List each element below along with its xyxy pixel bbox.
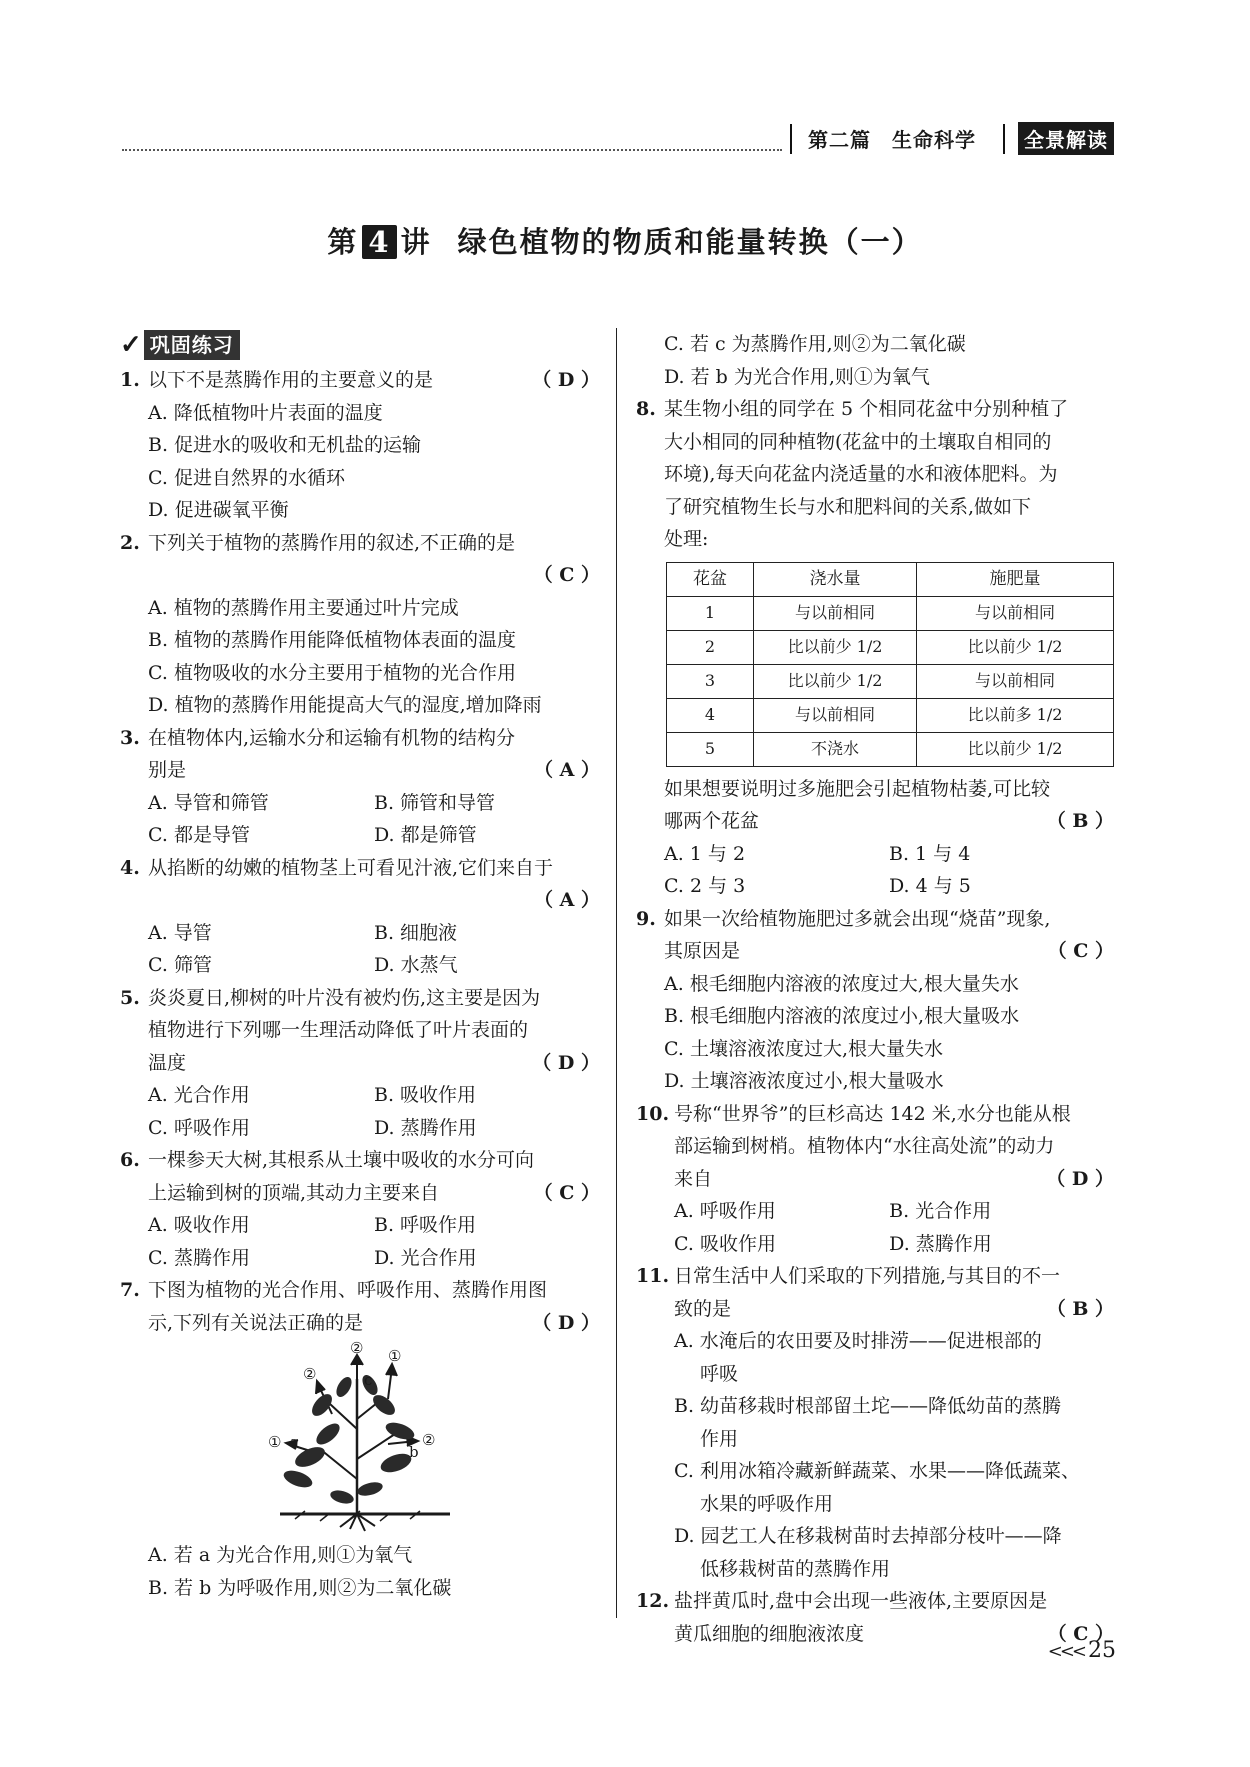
- diagram-label: ②: [350, 1339, 364, 1357]
- option: C. 吸收作用: [674, 1232, 776, 1255]
- option: A. 降低植物叶片表面的温度: [148, 401, 383, 424]
- answer: （ C ）: [1047, 940, 1114, 962]
- header-dotted-rule: [122, 149, 782, 151]
- question-stem: 黄瓜细胞的细胞液浓度: [674, 1622, 865, 1645]
- page-footer: [1048, 1638, 1116, 1663]
- option: A. 若 a 为光合作用,则①为氧气: [148, 1544, 413, 1566]
- question-number: 11.: [636, 1265, 670, 1287]
- option: D. 促进碳氧平衡: [148, 499, 289, 521]
- option: A. 吸收作用: [148, 1214, 250, 1236]
- question-stem: 在植物体内,运输水分和运输有机物的结构分: [148, 726, 516, 749]
- plant-diagram-svg: [120, 1339, 600, 1539]
- question-stem: 了研究植物生长与水和肥料间的关系,做如下: [664, 495, 1032, 518]
- option: D. 若 b 为光合作用,则①为氧气: [664, 365, 930, 388]
- question-stem: 处理:: [664, 528, 709, 550]
- option: B. 根毛细胞内溶液的浓度过小,根大量吸水: [664, 1005, 1020, 1027]
- question-number: 10.: [636, 1102, 670, 1125]
- question-stem: 某生物小组的同学在 5 个相同花盆中分别种植了: [664, 398, 1069, 420]
- question-stem: 环境),每天向花盆内浇适量的水和液体肥料。为: [664, 463, 1058, 485]
- title-prefix: 第: [327, 225, 359, 259]
- question-number: 8.: [636, 398, 656, 420]
- question-number: 5.: [120, 986, 140, 1009]
- header-divider: [790, 124, 792, 154]
- diagram-label: ①: [388, 1347, 402, 1365]
- table-header-row: [667, 562, 1114, 596]
- option: C. 筛管: [148, 954, 212, 976]
- table-cell: 与以前相同: [754, 596, 917, 630]
- question-1: [120, 364, 600, 527]
- question-stem: 号称“世界爷”的巨杉高达 142 米,水分也能从根: [674, 1102, 1071, 1125]
- option: D. 蒸腾作用: [889, 1232, 992, 1255]
- checkmark-icon: ✓: [120, 329, 142, 360]
- lecture-title: [0, 220, 1250, 261]
- section-header: [120, 328, 600, 362]
- option: C. 利用冰箱冷藏新鲜蔬菜、水果——降低蔬菜、: [674, 1460, 1080, 1482]
- question-stem: 植物进行下列哪一生理活动降低了叶片表面的: [148, 1019, 529, 1041]
- option: C. 土壤溶液浓度过大,根大量失水: [664, 1037, 943, 1060]
- option: D. 4 与 5: [889, 875, 971, 897]
- table-cell: 比以前多 1/2: [917, 698, 1114, 732]
- option: A. 导管: [148, 921, 212, 944]
- table-cell: 2: [667, 630, 754, 664]
- table-header: 花盆: [667, 562, 754, 596]
- column-divider: [616, 328, 617, 1618]
- table-cell: 与以前相同: [917, 596, 1114, 630]
- table-cell: 比以前少 1/2: [754, 630, 917, 664]
- question-number: 12.: [636, 1590, 670, 1612]
- table-cell: 与以前相同: [917, 664, 1114, 698]
- option: D. 都是筛管: [374, 824, 477, 846]
- table-row: [667, 630, 1114, 664]
- diagram-label: ①: [268, 1433, 282, 1451]
- option: C. 呼吸作用: [148, 1116, 250, 1139]
- table-row: [667, 698, 1114, 732]
- section-label: 巩固练习: [144, 330, 240, 360]
- answer: （ B ）: [1046, 1297, 1114, 1320]
- option-continued: 呼吸: [700, 1362, 739, 1385]
- question-6: [120, 1144, 600, 1274]
- option: A. 植物的蒸腾作用主要通过叶片完成: [148, 596, 459, 619]
- plant-diagram: [120, 1339, 600, 1539]
- answer: （ C ）: [1047, 1622, 1114, 1645]
- option: B. 植物的蒸腾作用能降低植物体表面的温度: [148, 629, 517, 651]
- question-stem: 如果一次给植物施肥过多就会出现“烧苗”现象,: [664, 907, 1051, 930]
- header-divider: [1003, 124, 1005, 154]
- diagram-label: a: [290, 1433, 299, 1451]
- option: A. 光合作用: [148, 1084, 250, 1106]
- diagram-label: ②: [422, 1431, 436, 1449]
- option: C. 蒸腾作用: [148, 1246, 250, 1269]
- table-row: [667, 664, 1114, 698]
- option: B. 幼苗移栽时根部留土坨——降低幼苗的蒸腾: [674, 1395, 1062, 1417]
- question-stem: 温度: [148, 1051, 187, 1074]
- question-stem: 上运输到树的顶端,其动力主要来自: [148, 1181, 440, 1204]
- question-stem: 一棵参天大树,其根系从土壤中吸收的水分可向: [148, 1149, 535, 1171]
- question-stem: 日常生活中人们采取的下列措施,与其目的不一: [674, 1265, 1061, 1287]
- answer: （ C ）: [533, 1181, 600, 1204]
- question-stem: 下图为植物的光合作用、呼吸作用、蒸腾作用图: [148, 1279, 548, 1301]
- table-row: [667, 732, 1114, 766]
- data-table: [666, 562, 1114, 767]
- question-followup: 如果想要说明过多施肥会引起植物枯萎,可比较: [664, 777, 1051, 800]
- table-header: 浇水量: [754, 562, 917, 596]
- answer: （ B ）: [1046, 810, 1114, 832]
- option: B. 筛管和导管: [374, 791, 496, 814]
- question-number: 9.: [636, 907, 656, 930]
- option: A. 根毛细胞内溶液的浓度过大,根大量失水: [664, 972, 1019, 995]
- diagram-label: ②: [303, 1365, 317, 1383]
- option: B. 细胞液: [374, 921, 458, 944]
- option: B. 1 与 4: [889, 842, 971, 865]
- question-number: 2.: [120, 531, 140, 554]
- option: C. 促进自然界的水循环: [148, 466, 345, 489]
- answer: （ D ）: [1046, 1167, 1114, 1190]
- option: D. 土壤溶液浓度过小,根大量吸水: [664, 1070, 944, 1092]
- answer: （ D ）: [532, 1051, 600, 1074]
- table-cell: 4: [667, 698, 754, 732]
- option: D. 植物的蒸腾作用能提高大气的湿度,增加降雨: [148, 694, 542, 716]
- question-2: [120, 527, 600, 722]
- option: A. 1 与 2: [664, 842, 746, 865]
- double-chevron-left-icon: <<<: [1047, 1641, 1084, 1662]
- table-cell: 3: [667, 664, 754, 698]
- table-cell: 1: [667, 596, 754, 630]
- option: C. 2 与 3: [664, 875, 746, 897]
- question-stem: 部运输到树梢。植物体内“水往高处流”的动力: [674, 1135, 1055, 1157]
- answer: （ D ）: [532, 369, 600, 391]
- left-column: [120, 328, 600, 1604]
- header-section-title: 第二篇 生命科学: [808, 128, 976, 152]
- option: C. 都是导管: [148, 824, 250, 846]
- question-stem: 致的是: [674, 1297, 732, 1320]
- page-number: 25: [1088, 1638, 1116, 1663]
- title-text: 绿色植物的物质和能量转换（一）: [457, 225, 923, 259]
- question-11: [636, 1260, 1114, 1585]
- question-number: 3.: [120, 726, 140, 749]
- question-stem: 来自: [674, 1167, 713, 1190]
- question-number: 4.: [120, 856, 140, 879]
- question-stem: 从掐断的幼嫩的植物茎上可看见汁液,它们来自于: [148, 856, 554, 879]
- option: D. 光合作用: [374, 1246, 477, 1269]
- question-number: 7.: [120, 1279, 140, 1301]
- question-stem: 下列关于植物的蒸腾作用的叙述,不正确的是: [148, 531, 516, 554]
- table-cell: 与以前相同: [754, 698, 917, 732]
- diagram-label: c: [364, 1371, 373, 1389]
- option: B. 呼吸作用: [374, 1214, 477, 1236]
- table-cell: 5: [667, 732, 754, 766]
- option-continued: 水果的呼吸作用: [700, 1492, 834, 1515]
- answer: （ A ）: [534, 889, 600, 911]
- question-stem: 其原因是: [664, 940, 741, 962]
- question-stem: 大小相同的同种植物(花盆中的土壤取自相同的: [664, 430, 1052, 453]
- option-continued: 低移栽树苗的蒸腾作用: [700, 1557, 891, 1580]
- question-10: [636, 1098, 1114, 1261]
- diagram-label: b: [409, 1443, 419, 1461]
- option: D. 蒸腾作用: [374, 1116, 477, 1139]
- question-3: [120, 722, 600, 852]
- option: D. 园艺工人在移栽树苗时去掉部分枝叶——降: [674, 1525, 1062, 1547]
- answer: （ A ）: [534, 759, 600, 781]
- table-cell: 比以前少 1/2: [917, 732, 1114, 766]
- question-number: 6.: [120, 1149, 140, 1171]
- table-cell: 比以前少 1/2: [917, 630, 1114, 664]
- table-cell: 比以前少 1/2: [754, 664, 917, 698]
- option: C. 植物吸收的水分主要用于植物的光合作用: [148, 661, 516, 684]
- header-badge: 全景解读: [1018, 122, 1114, 155]
- table-row: [667, 596, 1114, 630]
- option-continued: 作用: [700, 1427, 739, 1450]
- question-stem: 盐拌黄瓜时,盘中会出现一些液体,主要原因是: [674, 1590, 1048, 1612]
- option: B. 若 b 为呼吸作用,则②为二氧化碳: [148, 1576, 452, 1599]
- question-stem: 示,下列有关说法正确的是: [148, 1311, 364, 1334]
- answer: （ C ）: [533, 564, 600, 586]
- option: B. 吸收作用: [374, 1084, 477, 1106]
- question-stem: 别是: [148, 759, 187, 781]
- option: C. 若 c 为蒸腾作用,则②为二氧化碳: [664, 333, 966, 355]
- option: A. 导管和筛管: [148, 791, 269, 814]
- question-followup: 哪两个花盆: [664, 810, 760, 832]
- option: B. 促进水的吸收和无机盐的运输: [148, 434, 422, 456]
- table-header: 施肥量: [917, 562, 1114, 596]
- question-12: [636, 1585, 1114, 1650]
- question-number: 1.: [120, 369, 140, 391]
- answer: （ D ）: [532, 1311, 600, 1334]
- option: A. 水淹后的农田要及时排涝——促进根部的: [674, 1330, 1042, 1352]
- question-9: [636, 903, 1114, 1098]
- question-7: [120, 1274, 600, 1604]
- question-4: [120, 852, 600, 982]
- lecture-number: 4: [362, 225, 396, 259]
- table-cell: 不浇水: [754, 732, 917, 766]
- question-8: [636, 393, 1114, 903]
- option: A. 呼吸作用: [674, 1200, 776, 1222]
- question-stem: 炎炎夏日,柳树的叶片没有被灼伤,这主要是因为: [148, 986, 541, 1009]
- question-stem: 以下不是蒸腾作用的主要意义的是: [148, 369, 434, 391]
- option: B. 光合作用: [889, 1200, 992, 1222]
- option: D. 水蒸气: [374, 954, 458, 976]
- question-5: [120, 982, 600, 1145]
- title-suffix: 讲: [400, 225, 432, 259]
- right-column: [636, 328, 1114, 1650]
